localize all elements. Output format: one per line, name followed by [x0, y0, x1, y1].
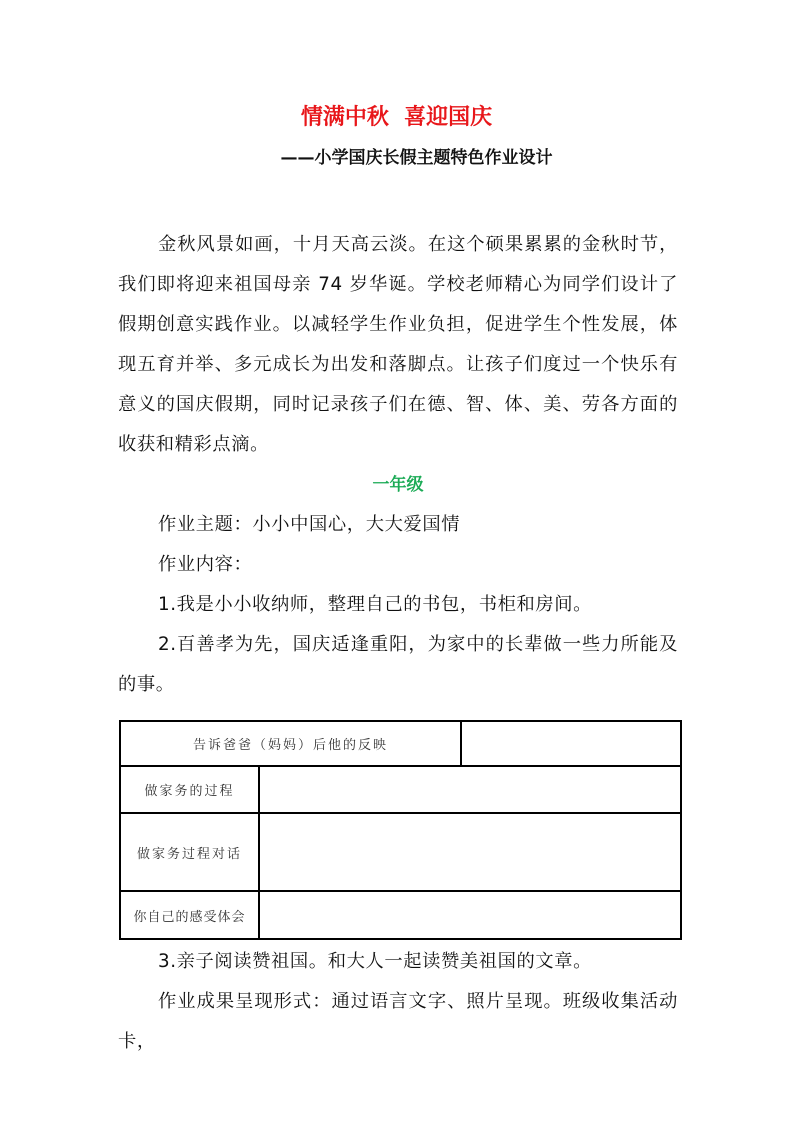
table-value-cell[interactable]	[259, 891, 681, 939]
assignment-theme: 作业主题：小小中国心，大大爱国情	[158, 514, 461, 535]
document-title: 情满中秋 喜迎国庆	[300, 105, 493, 130]
table-row	[120, 813, 681, 891]
subtitle-text: ——小学国庆长假主题特色作业设计	[280, 148, 553, 168]
document-subtitle	[0, 144, 793, 172]
table-value-cell[interactable]	[259, 766, 681, 813]
intro-paragraph: 金秋风景如画，十月天高云淡。在这个硕果累累的金秋时节，我们即将迎来祖国母亲 74 岁华诞。学校老师精心为同学们设计了假期创意实践作业。以减轻学生作业负担，促进学生个性发展，体现五育并举、多元成长为出发和落脚点。让孩子们度过一个快乐有意义的国庆假期，同时记录孩子们在德、智、体、美、劳各方面的收获和精彩点滴。	[118, 234, 678, 455]
assignment-result-form: 作业成果呈现形式：通过语言文字、照片呈现。班级收集活动卡，	[118, 991, 678, 1052]
assignment-item-2: 2.百善孝为先，国庆适逢重阳，为家中的长辈做一些力所能及的事。	[118, 634, 678, 695]
table-row	[120, 891, 681, 939]
table-label-cell: 做家务的过程	[120, 766, 259, 813]
table-value-cell[interactable]	[461, 721, 681, 766]
table-row	[120, 766, 681, 813]
assignment-item-3: 3.亲子阅读赞祖国。和大人一起读赞美祖国的文章。	[158, 951, 593, 972]
grade-one-heading: 一年级	[372, 475, 424, 495]
table-value-cell[interactable]	[259, 813, 681, 891]
table-row	[120, 721, 681, 766]
assignment-content-label: 作业内容：	[158, 554, 253, 575]
housework-record-table	[119, 720, 682, 940]
table-label-cell: 做家务过程对话	[120, 813, 259, 891]
table-label-cell: 告诉爸爸（妈妈）后他的反映	[120, 721, 461, 766]
document-body-continued	[118, 942, 678, 1062]
document-body	[118, 225, 678, 705]
table-label-cell: 你自己的感受体会	[120, 891, 259, 939]
assignment-item-1: 1.我是小小收纳师，整理自己的书包，书柜和房间。	[158, 594, 593, 615]
